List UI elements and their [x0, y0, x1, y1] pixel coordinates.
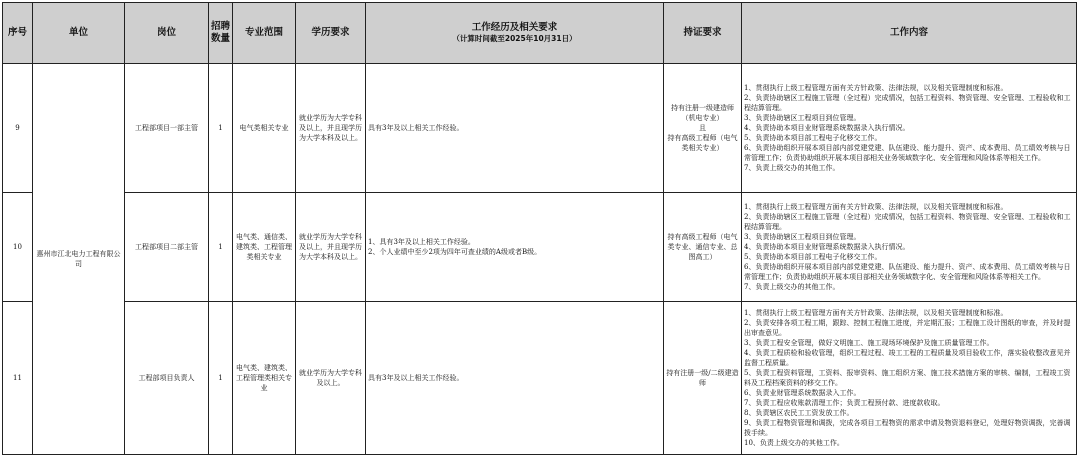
row-experience: 具有3年及以上相关工作经验。	[366, 302, 664, 455]
header-post: 岗位	[125, 3, 209, 64]
row-duties: 1、贯彻执行上级工程管理方面有关方针政策、法律法规，以及相关管理制度和标准。 2、负责协助辖区工程施工管理（全过程）完成情况，包括工程资料、物资管理、安全管理、工程验收和工程结算管理。 3、负责协助辖区工程项目到位管理。 4、负责协助本项目业财管理系统数据录入执行情况。 5、负责协助本项目部工程电子化移交工作。 6、负责协助组织开展本项目部内部党建党建、队伍建设、能力提升、资产、成本费用、员工绩效考核与日常管理工作；负责协助组织开展本项目部相关业务领域数字化、安全管理和风险体系等相关工作。 7、负责上级交办的其他工作。	[742, 193, 1077, 302]
row-count: 1	[209, 64, 233, 193]
table-row	[3, 64, 1077, 193]
row-education: 就业学历为大学专科及以上。	[296, 302, 366, 455]
header-education: 学历要求	[296, 3, 366, 64]
row-post: 工程部项目一部主管	[125, 64, 209, 193]
unit-name: 惠州市江北电力工程有限公司	[33, 64, 125, 455]
table-row	[3, 193, 1077, 302]
table-row	[3, 302, 1077, 455]
row-post: 工程部项目负责人	[125, 302, 209, 455]
row-duties: 1、贯彻执行上级工程管理方面有关方针政策、法律法规，以及相关管理制度和标准。 2、负责协助辖区工程施工管理（全过程）完成情况，包括工程资料、物资管理、安全管理、工程验收和工程结算管理。 3、负责协助辖区工程项目到位管理。 4、负责协助本项目业财管理系统数据录入执行情况。 5、负责协助本项目部工程电子化移交工作。 6、负责协助组织开展本项目部内部党建党建、队伍建设、能力提升、资产、成本费用、员工绩效考核与日常管理工作；负责协助组织开展本项目部相关业务领域数字化、安全管理和风险体系等相关工作。 7、负责上级交办的其他工作。	[742, 64, 1077, 193]
row-seq: 9	[3, 64, 33, 193]
header-seq: 序号	[3, 3, 33, 64]
row-major: 电气类相关专业	[233, 64, 296, 193]
header-experience-title: 工作经历及相关要求	[471, 22, 558, 33]
row-education: 就业学历为大学专科及以上，并且现学历为大学本科及以上。	[296, 193, 366, 302]
row-experience: 1、具有3年及以上相关工作经验。 2、个人业绩中至少2项为四年可查业绩的A级或者B级。	[366, 193, 664, 302]
header-experience-note: （计算时间截至2025年10月31日）	[452, 34, 577, 43]
header-certificate: 持证要求	[664, 3, 742, 64]
table-header-row	[3, 3, 1077, 64]
recruitment-table	[2, 2, 1077, 455]
row-seq: 11	[3, 302, 33, 455]
header-count: 招聘 数量	[209, 3, 233, 64]
row-major: 电气类、建筑类、工程管理类相关专业	[233, 302, 296, 455]
row-experience: 具有3年及以上相关工作经验。	[366, 64, 664, 193]
row-education: 就业学历为大学专科及以上，并且现学历为大学本科及以上。	[296, 64, 366, 193]
row-count: 1	[209, 193, 233, 302]
row-major: 电气类、通信类、建筑类、工程管理类相关专业	[233, 193, 296, 302]
row-certificate: 持有高级工程师（电气类专业、通信专业、总图高工）	[664, 193, 742, 302]
row-certificate: 持有注册一级建造师 （机电专业） 且 持有高级工程师（电气类相关专业）	[664, 64, 742, 193]
row-post: 工程部项目二部主管	[125, 193, 209, 302]
header-unit: 单位	[33, 3, 125, 64]
header-duties: 工作内容	[742, 3, 1077, 64]
row-duties: 1、贯彻执行上级工程管理方面有关方针政策、法律法规，以及相关管理制度和标准。 2、负责安排各项工程工期，跟踪、控制工程施工进度，并定期汇报；工程施工设计图纸的审查，并及时提出审查意见。 3、负责工程安全管理，做好文明施工、施工现场环境保护及施工质量管理工作。 4、负责工程质检和验收管理，组织工程过程、竣工工程的工程质量及项目验收工作，落实验收整改意见并监督工程质量。 5、负责工程资料管理，工资料、报审资料、施工组织方案、施工技术措施方案的审核、编制，工程竣工资料及工程档案资料的移交工作。 6、负责业财管理系统数据录入工作。 7、负责工程应收账款清理工作；负责工程预付款、进度款收取。 8、负责辖区农民工工资发放工作。 9、负责工程物资管理和调拨，完成各项目工程物资的需求申请及物资退料登记，处理好物资调拨，完善调拨手续。 10、负责上级交办的其他工作。	[742, 302, 1077, 455]
header-experience	[366, 3, 664, 64]
header-major: 专业范围	[233, 3, 296, 64]
row-certificate: 持有注册一级/二级建造师	[664, 302, 742, 455]
row-seq: 10	[3, 193, 33, 302]
row-count: 1	[209, 302, 233, 455]
